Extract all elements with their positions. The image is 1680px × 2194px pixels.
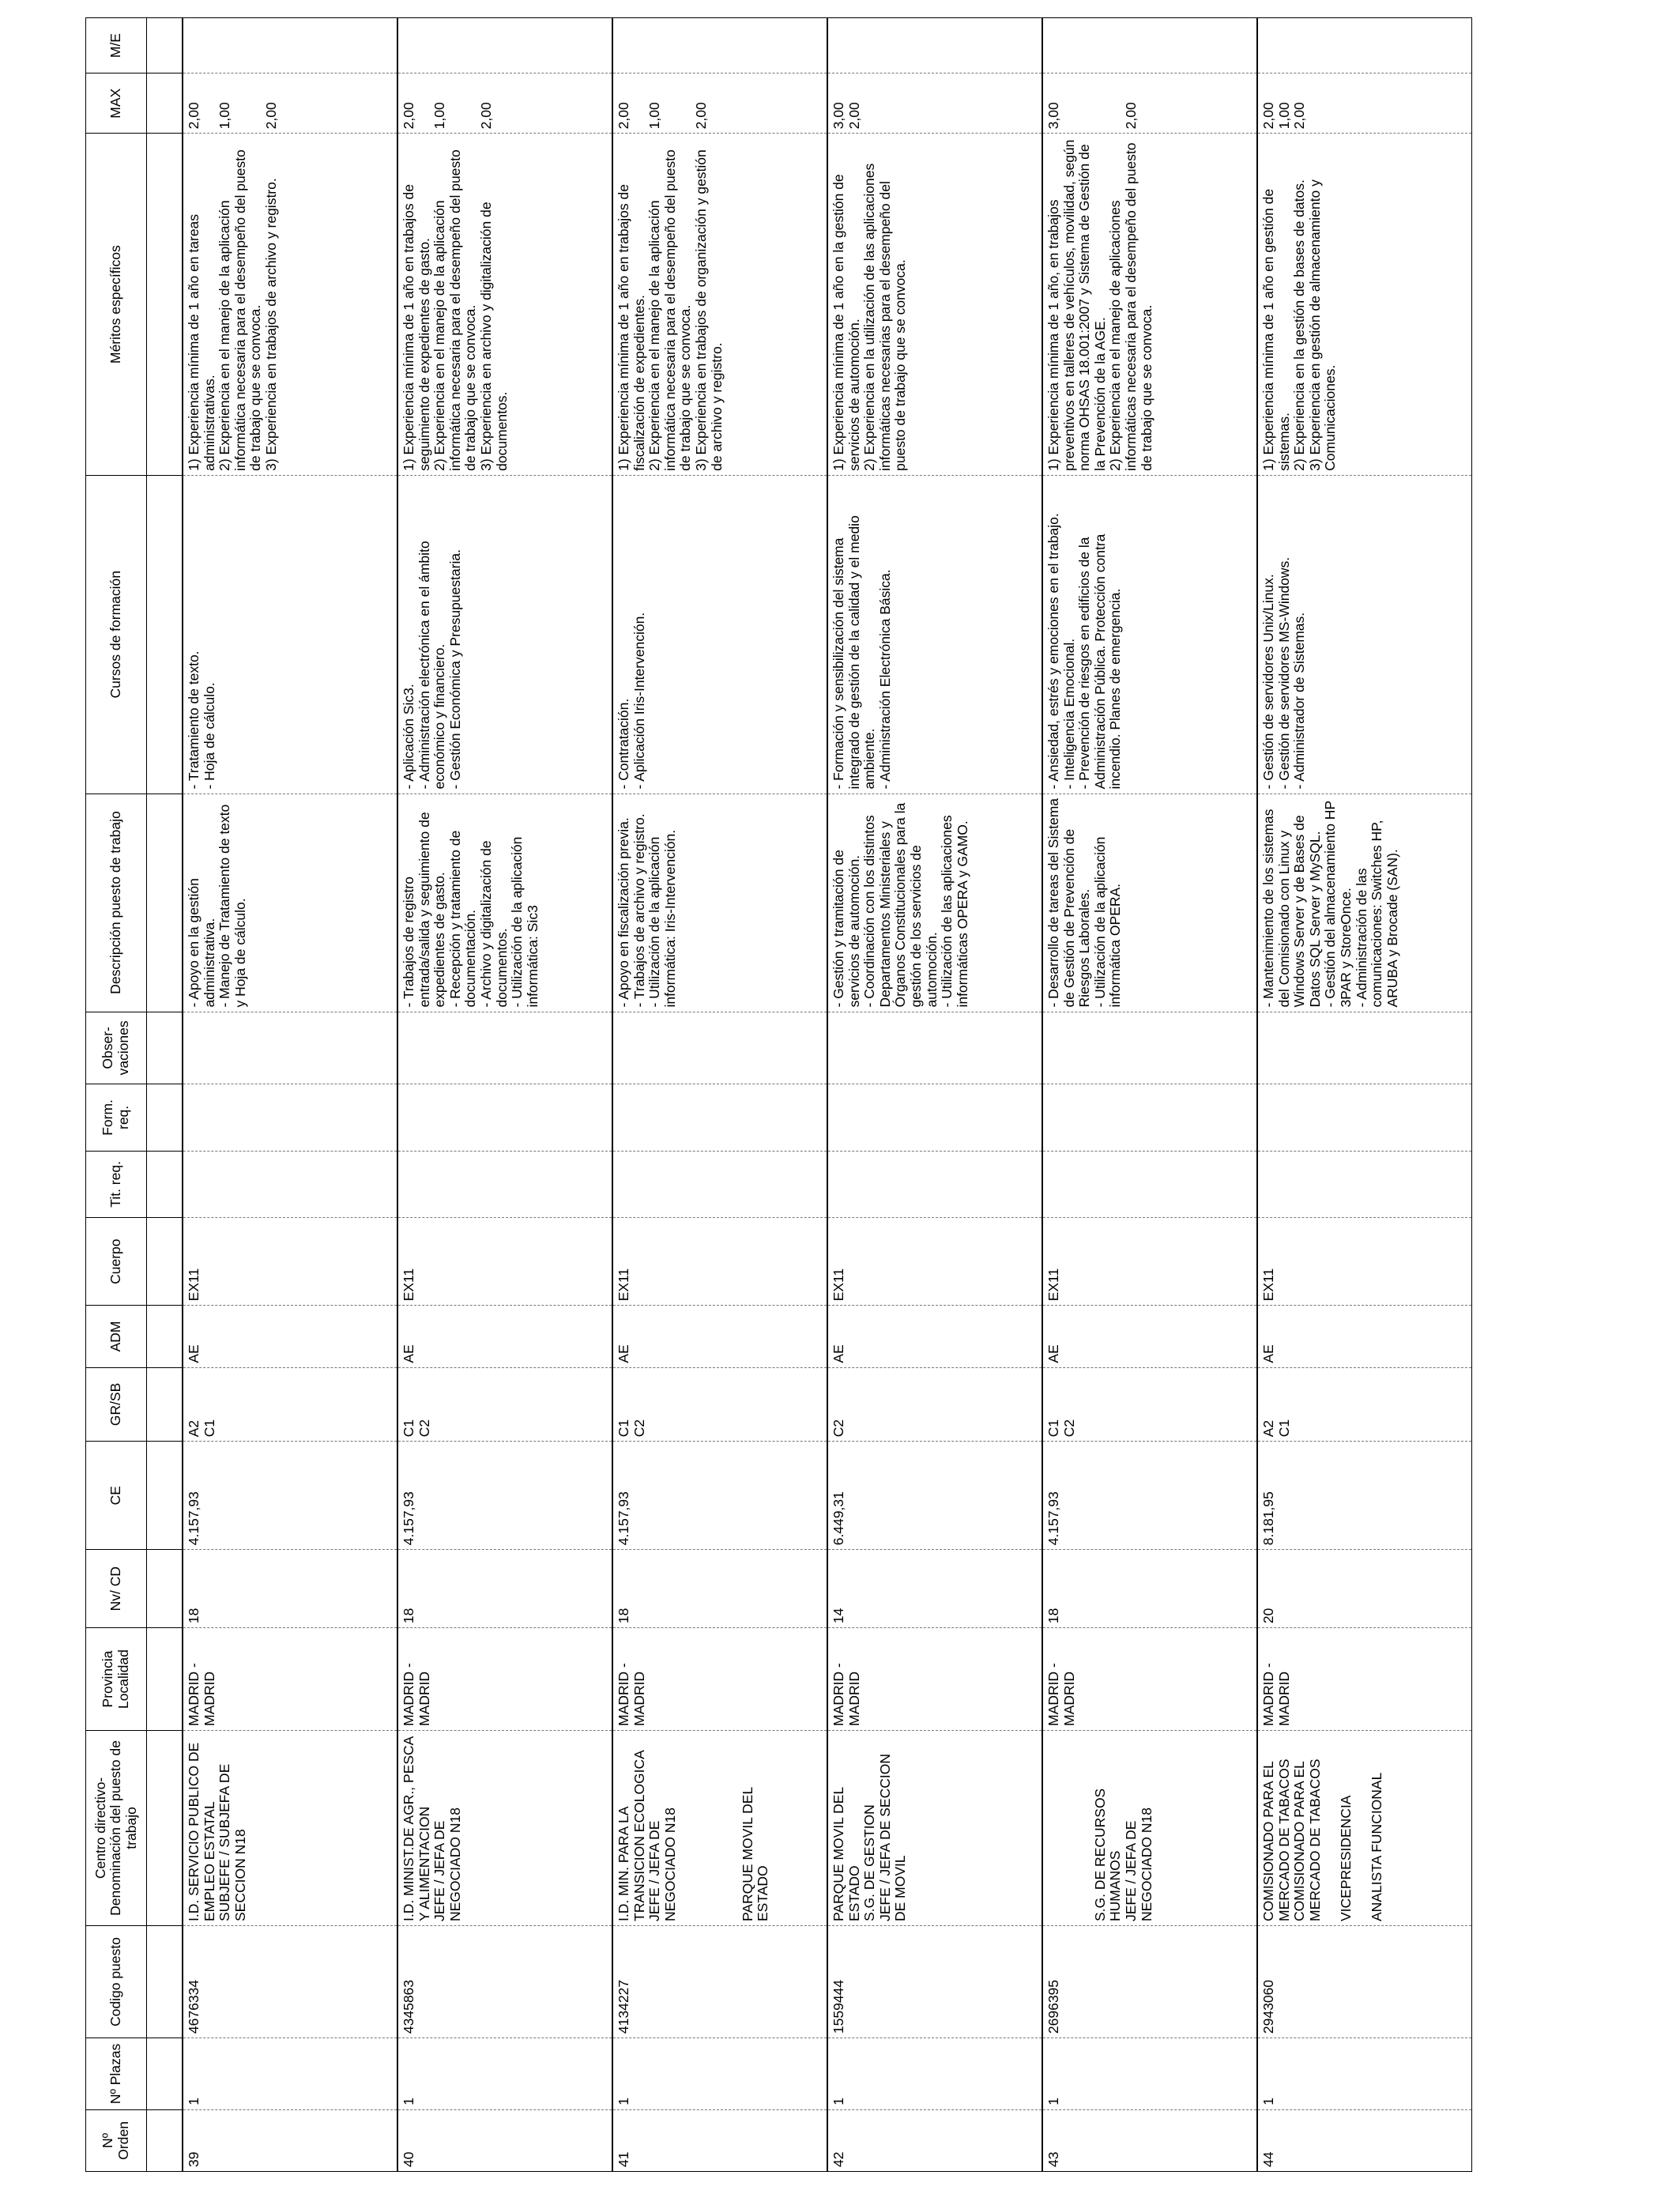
cell-nivel: 18 xyxy=(612,1550,827,1628)
cell-line: A2 xyxy=(186,1419,202,1438)
cell-descripcion xyxy=(1042,794,1257,1012)
cell-line: COMISIONADO PARA EL MERCADO DE TABACOS xyxy=(1291,1759,1323,1921)
cell-orden: 41 xyxy=(612,2109,827,2171)
cell-line: 3) Experiencia en gestión de almacenamiento y Comunicaciones. xyxy=(1306,179,1339,471)
cell-plazas: 1 xyxy=(1042,2038,1257,2110)
table-row xyxy=(827,18,1042,2172)
cell-cursos xyxy=(1042,475,1257,794)
cell-line xyxy=(1077,1735,1093,1921)
cell-line xyxy=(1323,1735,1339,1921)
table-row xyxy=(1042,18,1257,2172)
cell-line: 1,00 xyxy=(1275,102,1292,130)
cell-me xyxy=(612,18,827,74)
cell-line xyxy=(678,77,694,129)
cell-line xyxy=(1062,1735,1078,1921)
cell-me xyxy=(1042,18,1257,74)
blank-cell xyxy=(147,1084,183,1151)
cell-provincia: MADRID - MADRID xyxy=(1042,1628,1257,1731)
cell-line xyxy=(678,1735,694,1921)
cell-orden: 42 xyxy=(827,2109,1042,2171)
cell-cursos xyxy=(612,475,827,794)
cell-line: C1 xyxy=(1045,1419,1061,1438)
cell-line: - Administrador de Sistemas. xyxy=(1291,612,1308,790)
cell-line: - Apoyo en fiscalización previa. xyxy=(616,817,631,1008)
cell-line: - Gestión Económica y Presupuestaria. xyxy=(446,549,463,790)
cell-obs xyxy=(1257,1012,1472,1084)
cell-line: 2,00 xyxy=(262,102,279,130)
cell-line xyxy=(417,77,433,129)
cell-line: C1 xyxy=(1275,1419,1292,1438)
cell-plazas: 1 xyxy=(827,2038,1042,2110)
cell-line: 2) Experiencia en el manejo de la aplicación informática necesaria para el desempeño del puesto de trabajo que se convoca. xyxy=(646,149,694,471)
blank-cell xyxy=(147,1550,183,1628)
cell-nivel: 18 xyxy=(397,1550,612,1628)
cell-provincia: MADRID - MADRID xyxy=(827,1628,1042,1731)
cell-line: 2,00 xyxy=(401,102,416,130)
cell-centro xyxy=(827,1730,1042,1925)
cell-ce: 4.157,93 xyxy=(183,1442,397,1550)
cell-line: 3) Experiencia en trabajos de organización y gestión de archivo y registro. xyxy=(692,149,725,471)
cell-line: - Gestión de servidores Unix/Linux. xyxy=(1260,574,1276,790)
cell-line xyxy=(1108,77,1124,129)
cell-line: 3) Experiencia en archivo y digitalización de documentos. xyxy=(477,202,510,471)
col-obs: Obser- vaciones xyxy=(86,1012,147,1084)
col-cursos: Cursos de formación xyxy=(86,475,147,794)
cell-cuerpo: EX11 xyxy=(397,1218,612,1306)
blank-cell xyxy=(147,1012,183,1084)
cell-nivel: 14 xyxy=(827,1550,1042,1628)
cell-line: 1) Experiencia mínima de 1 año en trabajos de seguimiento de expedientes de gasto. xyxy=(401,184,432,471)
cell-line: - Gestión de servidores MS-Windows. xyxy=(1275,556,1292,790)
cell-line: 2,00 xyxy=(692,102,709,130)
cell-tit xyxy=(397,1151,612,1217)
cell-line: - Utilización de las aplicaciones informáticas OPERA y GAMO. xyxy=(939,815,970,1008)
cell-line: C1 xyxy=(616,1419,631,1438)
cell-line xyxy=(725,1735,740,1921)
cell-form xyxy=(1042,1084,1257,1151)
cell-line: 2,00 xyxy=(1291,102,1308,130)
cell-line: S.G. DE RECURSOS HUMANOS xyxy=(1091,1788,1124,1921)
cell-line: 2) Experiencia en el manejo de aplicaciones informáticas necesaria para el desempeño del puesto de trabajo que se convoca. xyxy=(1107,142,1155,471)
cell-line: - Tratamiento de texto. xyxy=(186,650,202,790)
cell-meritos xyxy=(1257,134,1472,476)
cell-cuerpo: EX11 xyxy=(183,1218,397,1306)
cell-plazas: 1 xyxy=(183,2038,397,2110)
cell-line: I.D. SERVICIO PUBLICO DE EMPLEO ESTATAL xyxy=(186,1742,217,1921)
cell-centro xyxy=(612,1730,827,1925)
cell-line xyxy=(1077,77,1093,129)
cell-line: - Aplicación Sic3. xyxy=(401,684,416,790)
cell-line: - Desarrollo de tareas del Sistema de Gestión de Prevención de Riesgos Laborales. xyxy=(1045,797,1093,1008)
table-row xyxy=(183,18,397,2172)
cell-centro xyxy=(397,1730,612,1925)
cell-line: JEFE / JEFA DE SECCION DE MOVIL xyxy=(876,1754,909,1921)
cell-line: - Hoja de cálculo. xyxy=(201,682,217,790)
cell-obs xyxy=(612,1012,827,1084)
cell-max xyxy=(397,74,612,134)
cell-meritos xyxy=(1042,134,1257,476)
cell-line: 2,00 xyxy=(477,102,494,130)
cell-me xyxy=(827,18,1042,74)
cell-codigo: 2696395 xyxy=(1042,1926,1257,2038)
cell-adm: AE xyxy=(612,1306,827,1367)
cell-me xyxy=(1257,18,1472,74)
table-row xyxy=(612,18,827,2172)
col-plazas: Nº Plazas xyxy=(86,2038,147,2110)
cell-line: - Contratación. xyxy=(616,698,631,790)
cell-ce: 8.181,95 xyxy=(1257,1442,1472,1550)
cell-line xyxy=(202,77,218,129)
cell-meritos xyxy=(183,134,397,476)
cell-form xyxy=(827,1084,1042,1151)
cell-line xyxy=(694,1735,710,1921)
cell-obs xyxy=(183,1012,397,1084)
col-form: Form. req. xyxy=(86,1084,147,1151)
cell-line: 1,00 xyxy=(646,102,663,130)
cell-obs xyxy=(397,1012,612,1084)
cell-cursos xyxy=(827,475,1042,794)
cell-nivel: 20 xyxy=(1257,1550,1472,1628)
cell-line xyxy=(1354,1735,1370,1921)
cell-line: - Aplicación Iris-Intervención. xyxy=(631,612,647,790)
cell-line: 2) Experiencia en el manejo de la aplicación informática necesaria para el desempeño del puesto de trabajo que se convoca. xyxy=(217,149,264,471)
cell-line: 2) Experiencia en la gestión de bases de datos. xyxy=(1291,179,1308,471)
cell-adm: AE xyxy=(827,1306,1042,1367)
cell-line: I.D. MINIST.DE AGR., PESCA Y ALIMENTACION xyxy=(401,1736,432,1921)
table-row xyxy=(1257,18,1472,2172)
cell-provincia: MADRID - MADRID xyxy=(612,1628,827,1731)
blank-cell xyxy=(147,2109,183,2171)
cell-centro xyxy=(1042,1730,1257,1925)
cell-cuerpo: EX11 xyxy=(612,1218,827,1306)
cell-line: SUBJEFE / SUBJEFA DE SECCION N18 xyxy=(217,1763,248,1921)
cell-tit xyxy=(612,1151,827,1217)
cell-line: 3,00 xyxy=(1045,102,1061,130)
cell-line: I.D. MIN. PARA LA TRANSICION ECOLOGICA xyxy=(616,1750,647,1921)
cell-line: - Utilización de la aplicación informática: Sic3 xyxy=(509,836,541,1008)
cell-nivel: 18 xyxy=(1042,1550,1257,1628)
cell-codigo: 4676334 xyxy=(183,1926,397,2038)
cell-cursos xyxy=(1257,475,1472,794)
cell-grsb xyxy=(183,1367,397,1442)
cell-plazas: 1 xyxy=(397,2038,612,2110)
cell-max xyxy=(827,74,1042,134)
cell-line: 1,00 xyxy=(431,102,448,130)
cell-line xyxy=(1093,77,1109,129)
cell-line: 2,00 xyxy=(1122,102,1139,130)
cell-descripcion xyxy=(612,794,827,1012)
cell-line: 1) Experiencia mínima de 1 año en trabajos de fiscalización de expedientes. xyxy=(616,184,647,471)
cell-line xyxy=(663,77,679,129)
cell-line: - Mantenimiento de los sistemas del Comisionado con Linux y Windows Server y de Bases de Datos SQL Server y MySQL. xyxy=(1260,809,1323,1008)
cell-line: C2 xyxy=(631,1419,647,1438)
cell-line: 2,00 xyxy=(846,102,862,130)
blank-cell xyxy=(147,1926,183,2038)
cell-centro xyxy=(183,1730,397,1925)
cell-line: - Administración de las comunicaciones: Switches HP, ARUBA y Brocade (SAN). xyxy=(1353,820,1400,1008)
cell-tit xyxy=(827,1151,1042,1217)
subheader-row xyxy=(147,18,183,2172)
col-orden: Nº Orden xyxy=(86,2109,147,2171)
cell-max xyxy=(183,74,397,134)
cell-line: - Archivo y digitalización de documentos. xyxy=(477,840,510,1008)
cell-codigo: 4134227 xyxy=(612,1926,827,2038)
cell-nivel: 18 xyxy=(183,1550,397,1628)
cell-plazas: 1 xyxy=(612,2038,827,2110)
blank-cell xyxy=(147,74,183,134)
cell-cursos xyxy=(183,475,397,794)
blank-cell xyxy=(147,1730,183,1925)
col-meritos: Méritos específicos xyxy=(86,134,147,476)
blank-cell xyxy=(147,1218,183,1306)
cell-plazas: 1 xyxy=(1257,2038,1472,2110)
cell-line: 3) Experiencia en trabajos de archivo y registro. xyxy=(262,178,279,471)
cell-ce: 4.157,93 xyxy=(397,1442,612,1550)
cell-adm: AE xyxy=(1042,1306,1257,1367)
cell-line: JEFE / JEFA DE NEGOCIADO N18 xyxy=(646,1808,678,1921)
cell-form xyxy=(183,1084,397,1151)
cell-max xyxy=(1257,74,1472,134)
cell-line: - Utilización de la aplicación informática: Iris-Intervención. xyxy=(646,829,678,1008)
blank-cell xyxy=(147,794,183,1012)
blank-cell xyxy=(147,1628,183,1731)
cell-tit xyxy=(1257,1151,1472,1217)
cell-centro xyxy=(1257,1730,1472,1925)
cell-line: - Trabajos de registro entrada/salida y seguimiento de expedientes de gasto. xyxy=(401,812,448,1008)
cell-codigo: 1559444 xyxy=(827,1926,1042,2038)
col-adm: ADM xyxy=(86,1306,147,1367)
cell-line xyxy=(1062,77,1078,129)
cell-max xyxy=(1042,74,1257,134)
cell-obs xyxy=(827,1012,1042,1084)
cell-line: - Coordinación con los distintos Departamentos Ministeriales y Órganos Constitucionales para la gestión de los servicios de automoción. xyxy=(861,802,940,1008)
cell-line: - Formación y sensibilización del sistema integrado de gestión de la calidad y el medio ambiente. xyxy=(831,515,878,790)
blank-cell xyxy=(147,2038,183,2110)
cell-line: - Ansiedad, estrés y emociones en el trabajo. xyxy=(1045,513,1061,790)
cell-line: S.G. DE GESTION xyxy=(861,1804,878,1921)
cell-me xyxy=(397,18,612,74)
cell-codigo: 4345863 xyxy=(397,1926,612,2038)
table-body xyxy=(183,18,1472,2172)
cell-ce: 6.449,31 xyxy=(827,1442,1042,1550)
cell-line: 2,00 xyxy=(616,102,631,130)
cell-line: VICEPRESIDENCIA xyxy=(1337,1795,1354,1921)
cell-line: 1) Experiencia mínima de 1 año en gestión de sistemas. xyxy=(1260,188,1292,471)
col-ce: CE xyxy=(86,1442,147,1550)
cell-line: C1 xyxy=(401,1419,416,1438)
cell-grsb xyxy=(397,1367,612,1442)
cell-grsb xyxy=(1257,1367,1472,1442)
cell-descripcion xyxy=(183,794,397,1012)
cell-line xyxy=(463,77,479,129)
col-codigo: Codigo puesto xyxy=(86,1926,147,2038)
cell-line xyxy=(632,77,648,129)
cell-codigo: 2943060 xyxy=(1257,1926,1472,2038)
cell-line: - Gestión del almacenamiento HP 3PAR y StoreOnce. xyxy=(1322,801,1354,1008)
col-grsb: GR/SB xyxy=(86,1367,147,1442)
cell-line xyxy=(248,77,264,129)
cell-cuerpo: EX11 xyxy=(1257,1218,1472,1306)
cell-me xyxy=(183,18,397,74)
cell-form xyxy=(397,1084,612,1151)
blank-cell xyxy=(147,475,183,794)
vacancy-table xyxy=(85,17,1472,2172)
cell-adm: AE xyxy=(183,1306,397,1367)
cell-line: PARQUE MOVIL DEL ESTADO xyxy=(739,1787,771,1921)
cell-line: 2) Experiencia en el manejo de la aplicación informática necesaria para el desempeño del puesto de trabajo que se convoca. xyxy=(431,149,479,471)
table-row xyxy=(397,18,612,2172)
cell-line: COMISIONADO PARA EL MERCADO DE TABACOS xyxy=(1260,1759,1292,1921)
cell-line xyxy=(448,77,464,129)
cell-provincia: MADRID - MADRID xyxy=(183,1628,397,1731)
cell-line: ANALISTA FUNCIONAL xyxy=(1369,1772,1385,1921)
cell-line: PARQUE MOVIL DEL ESTADO xyxy=(831,1787,862,1921)
cell-line: 2) Experiencia en la utilización de las aplicaciones informáticas necesarias para el desempeño del puesto de trabajo que se convoca. xyxy=(861,163,909,471)
cell-line: C1 xyxy=(201,1419,217,1438)
cell-provincia: MADRID - MADRID xyxy=(1257,1628,1472,1731)
cell-meritos xyxy=(827,134,1042,476)
cell-meritos xyxy=(612,134,827,476)
cell-line: 2,00 xyxy=(186,102,202,130)
cell-line: 1) Experiencia mínima de 1 año, en trabajos preventivos en talleres de vehículos, movilidad, según norma OHSAS 18.001:2007 y Sistema de Gestión de la Prevención de la AGE. xyxy=(1045,139,1108,471)
cell-grsb xyxy=(1042,1367,1257,1442)
cell-line: - Apoyo en la gestión administrativa. xyxy=(186,878,217,1008)
cell-line: - Utilización de la aplicación informática OPERA. xyxy=(1091,836,1124,1008)
blank-cell xyxy=(147,18,183,74)
cell-line: - Prevención de riesgos en edificios de la Administración Pública. Protección contra incendio. Planes de emergencia. xyxy=(1076,533,1124,790)
cell-ce: 4.157,93 xyxy=(612,1442,827,1550)
cell-orden: 39 xyxy=(183,2109,397,2171)
cell-descripcion xyxy=(1257,794,1472,1012)
col-tit: Tit. req. xyxy=(86,1151,147,1217)
cell-line: - Administración electrónica en el ámbito económico y financiero. xyxy=(416,541,448,790)
cell-tit xyxy=(1042,1151,1257,1217)
cell-line: 2,00 xyxy=(1260,102,1276,130)
cell-orden: 40 xyxy=(397,2109,612,2171)
col-centro: Centro directivo- Denominación del puesto de trabajo xyxy=(86,1730,147,1925)
cell-line: - Administración Electrónica Básica. xyxy=(876,569,893,790)
col-provincia: Provincia Localidad xyxy=(86,1628,147,1731)
cell-grsb xyxy=(827,1367,1042,1442)
cell-line: C2 xyxy=(831,1419,846,1438)
cell-max xyxy=(612,74,827,134)
cell-provincia: MADRID - MADRID xyxy=(397,1628,612,1731)
cell-line: - Manejo de Tratamiento de texto y Hoja de cálculo. xyxy=(217,804,248,1008)
cell-line: C2 xyxy=(1060,1419,1077,1438)
cell-cuerpo: EX11 xyxy=(827,1218,1042,1306)
cell-line: - Trabajos de archivo y registro. xyxy=(631,813,647,1008)
blank-cell xyxy=(147,1306,183,1367)
cell-grsb xyxy=(612,1367,827,1442)
cell-line: JEFE / JEFA DE NEGOCIADO N18 xyxy=(431,1808,463,1921)
cell-ce: 4.157,93 xyxy=(1042,1442,1257,1550)
cell-adm: AE xyxy=(397,1306,612,1367)
cell-cursos xyxy=(397,475,612,794)
blank-cell xyxy=(147,1442,183,1550)
col-cuerpo: Cuerpo xyxy=(86,1218,147,1306)
cell-adm: AE xyxy=(1257,1306,1472,1367)
col-nivel: Nv/ CD xyxy=(86,1550,147,1628)
cell-line: 1) Experiencia mínima de 1 año en tareas administrativas. xyxy=(186,213,217,471)
cell-descripcion xyxy=(397,794,612,1012)
cell-line: - Recepción y tratamiento de documentación. xyxy=(446,830,479,1008)
header-row xyxy=(86,18,147,2172)
cell-line: - Inteligencia Emocional. xyxy=(1060,638,1077,790)
cell-line xyxy=(1046,1735,1062,1921)
cell-line: 1) Experiencia mínima de 1 año en la gestión de servicios de automoción. xyxy=(831,174,862,471)
cell-form xyxy=(1257,1084,1472,1151)
cell-line: 1,00 xyxy=(217,102,233,130)
col-me: M/E xyxy=(86,18,147,74)
cell-line xyxy=(233,77,249,129)
cell-obs xyxy=(1042,1012,1257,1084)
cell-line: A2 xyxy=(1260,1419,1276,1438)
col-descripcion: Descripción puesto de trabajo xyxy=(86,794,147,1012)
cell-line: - Gestión y tramitación de servicios de automoción. xyxy=(831,850,862,1008)
cell-line: JEFE / JEFA DE NEGOCIADO N18 xyxy=(1122,1808,1155,1921)
cell-line xyxy=(710,1735,725,1921)
cell-orden: 44 xyxy=(1257,2109,1472,2171)
cell-line: 3,00 xyxy=(831,102,846,130)
blank-cell xyxy=(147,134,183,476)
cell-orden: 43 xyxy=(1042,2109,1257,2171)
cell-form xyxy=(612,1084,827,1151)
cell-cuerpo: EX11 xyxy=(1042,1218,1257,1306)
cell-descripcion xyxy=(827,794,1042,1012)
cell-line: C2 xyxy=(416,1419,432,1438)
blank-cell xyxy=(147,1151,183,1217)
blank-cell xyxy=(147,1367,183,1442)
cell-tit xyxy=(183,1151,397,1217)
col-max: MAX xyxy=(86,74,147,134)
cell-meritos xyxy=(397,134,612,476)
